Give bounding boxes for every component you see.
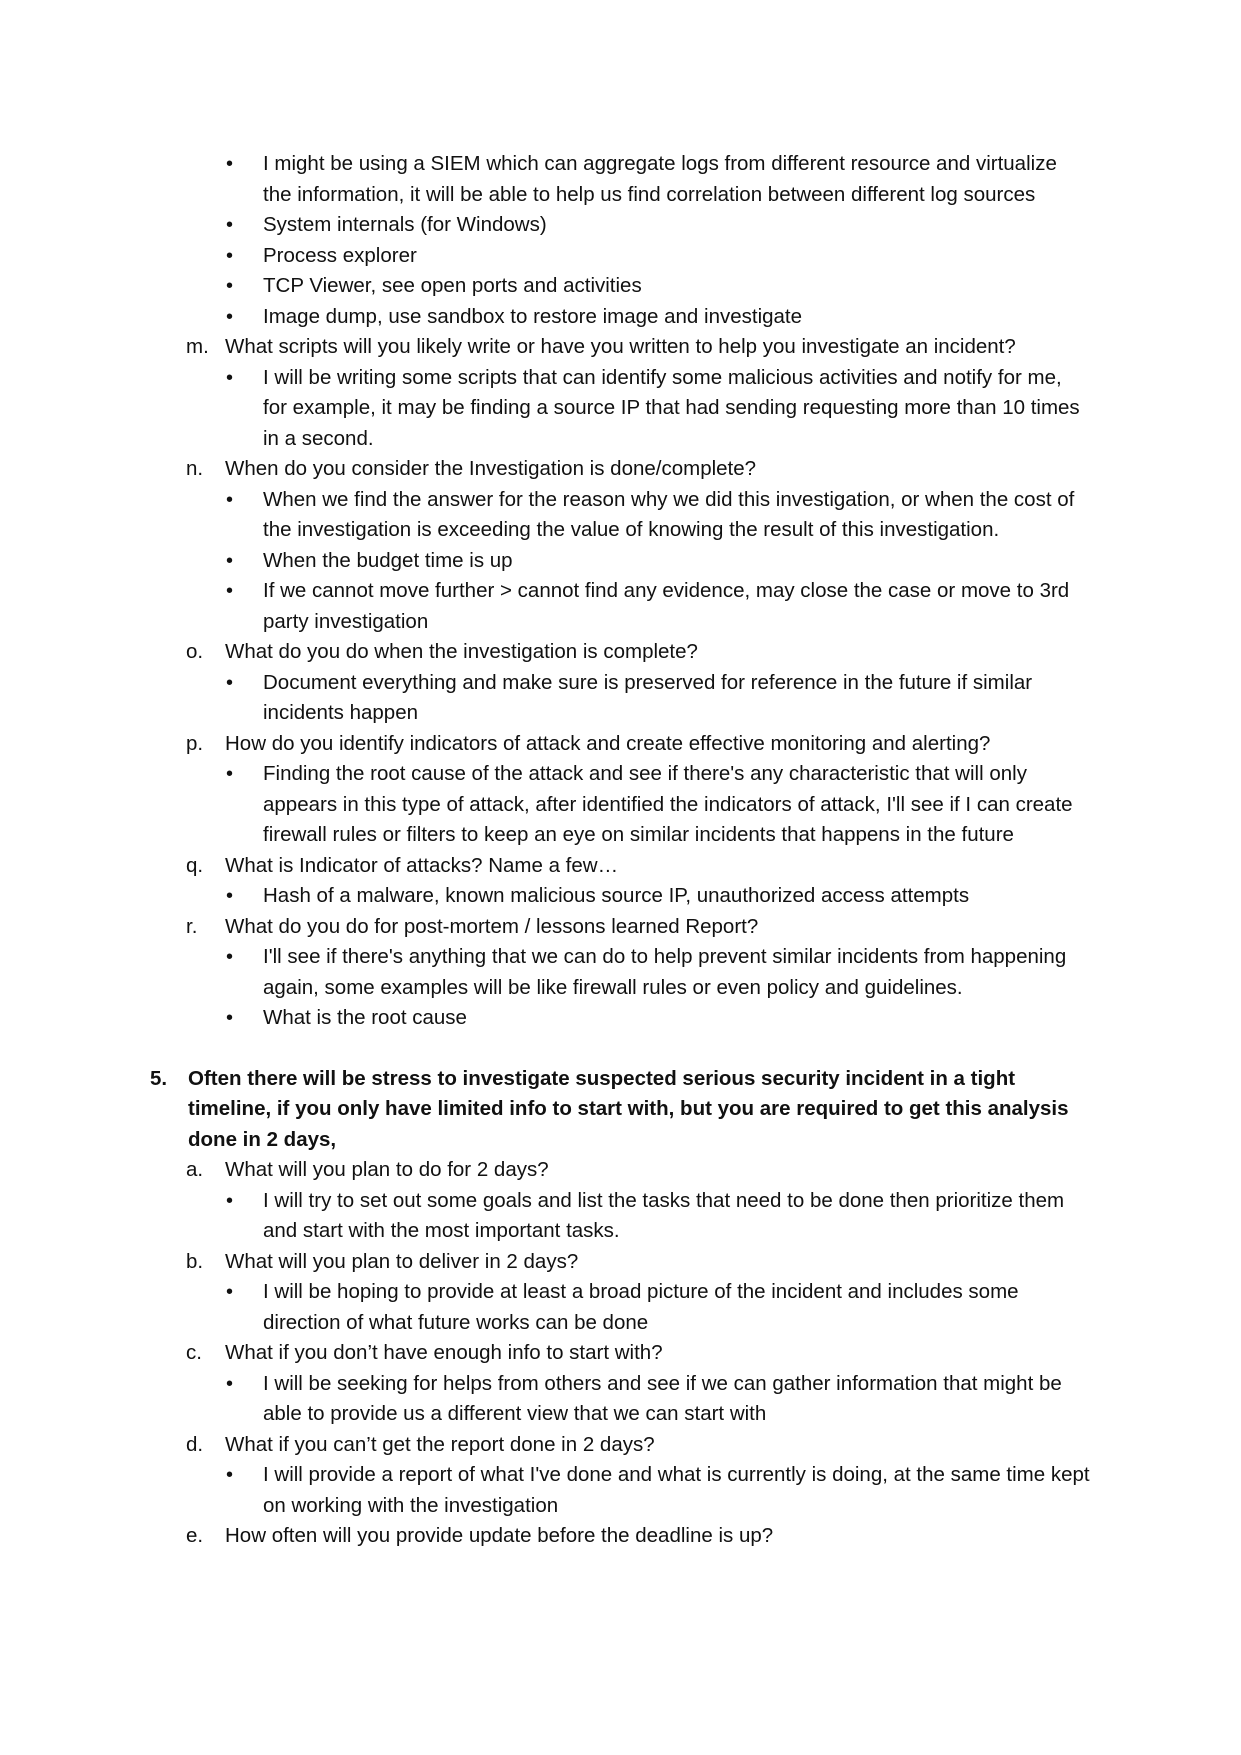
list-item bbox=[150, 576, 1090, 637]
list-item bbox=[150, 759, 1090, 851]
question-text: What do you do for post-mortem / lessons learned Report? bbox=[225, 914, 759, 938]
bullet-text: When the budget time is up bbox=[263, 548, 513, 572]
bullet-icon: • bbox=[226, 763, 234, 785]
list-item bbox=[150, 942, 1090, 1003]
bullet-icon: • bbox=[226, 1464, 234, 1486]
bullet-icon: • bbox=[226, 275, 234, 297]
question-label: r. bbox=[186, 914, 198, 938]
question-text: How often will you provide update before the deadline is up? bbox=[225, 1524, 774, 1547]
question-text: How do you identify indicators of attack and create effective monitoring and alerting? bbox=[225, 731, 991, 755]
bullet-text: I will be writing some scripts that can identify some malicious activities and notify for me, for example, it may be finding a source IP that had sending requesting more than 10 times in a second. bbox=[263, 365, 1080, 450]
question-text: When do you consider the Investigation is done/complete? bbox=[225, 457, 757, 480]
bullet-text: I will be seeking for helps from others and see if we can gather information that might be able to provide us a different view that we can start with bbox=[263, 1371, 1062, 1425]
bullet-icon: • bbox=[226, 1281, 234, 1303]
bullet-icon: • bbox=[226, 1189, 234, 1212]
question-o bbox=[150, 637, 1090, 668]
question-n bbox=[150, 454, 1090, 485]
section-heading bbox=[150, 1064, 1090, 1156]
document-body bbox=[150, 149, 1090, 1552]
bullet-icon: • bbox=[226, 549, 234, 572]
bullet-icon: • bbox=[226, 885, 234, 907]
bullet-icon: • bbox=[226, 671, 234, 694]
bullet-text: Finding the root cause of the attack and see if there's any characteristic that will only appears in this type of attack, after identified the indicators of attack, I'll see if I can create firewall rules or filters to keep an eye on similar incidents that happens in the future bbox=[263, 762, 1073, 846]
bullet-text: When we find the answer for the reason why we did this investigation, or when the cost of the investigation is exceeding the value of knowing the result of this investigation. bbox=[263, 487, 1075, 541]
bullet-text: Image dump, use sandbox to restore image and investigate bbox=[263, 304, 803, 328]
bullet-text: I will try to set out some goals and list the tasks that need to be done then prioritize them and start with the most important tasks. bbox=[263, 1188, 1065, 1242]
question-text: What is Indicator of attacks? Name a few… bbox=[225, 853, 619, 877]
bullet-icon: • bbox=[226, 580, 234, 602]
list-item bbox=[150, 881, 1090, 912]
bullet-icon: • bbox=[226, 305, 234, 328]
question-q bbox=[150, 851, 1090, 882]
question-r bbox=[150, 912, 1090, 943]
question-label: m. bbox=[186, 335, 209, 358]
question-label: n. bbox=[186, 457, 204, 480]
list-item bbox=[150, 1003, 1090, 1034]
question-label: a. bbox=[186, 1158, 204, 1181]
bullet-icon: • bbox=[226, 488, 234, 511]
bullet-text: Process explorer bbox=[263, 243, 417, 267]
list-item bbox=[150, 668, 1090, 729]
list-item bbox=[150, 1460, 1090, 1521]
question-d bbox=[150, 1430, 1090, 1461]
list-item bbox=[150, 1369, 1090, 1430]
list-item bbox=[150, 546, 1090, 577]
question-text: What if you can’t get the report done in 2 days? bbox=[225, 1432, 655, 1456]
question-text: What scripts will you likely write or have you written to help you investigate an incident? bbox=[225, 335, 1016, 358]
list-item bbox=[150, 241, 1090, 272]
question-label: o. bbox=[186, 640, 204, 663]
tools-bullet-list bbox=[150, 149, 1090, 332]
question-m bbox=[150, 332, 1090, 363]
bullet-icon: • bbox=[226, 366, 234, 389]
list-item bbox=[150, 271, 1090, 302]
bullet-icon: • bbox=[226, 153, 234, 175]
question-e bbox=[150, 1521, 1090, 1552]
question-text: What do you do when the investigation is complete? bbox=[225, 640, 698, 663]
bullet-text: I will provide a report of what I've done and what is currently is doing, at the same time kept on working with the investigation bbox=[263, 1463, 1090, 1517]
bullet-icon: • bbox=[226, 1007, 234, 1029]
bullet-text: TCP Viewer, see open ports and activities bbox=[263, 274, 642, 297]
question-text: What will you plan to deliver in 2 days? bbox=[225, 1249, 579, 1273]
bullet-icon: • bbox=[226, 244, 234, 267]
bullet-text: Document everything and make sure is preserved for reference in the future if similar incidents happen bbox=[263, 670, 1033, 724]
bullet-icon: • bbox=[226, 214, 234, 236]
question-b bbox=[150, 1247, 1090, 1278]
list-item bbox=[150, 1277, 1090, 1338]
list-item bbox=[150, 363, 1090, 455]
bullet-text: I might be using a SIEM which can aggregate logs from different resource and virtualize the information, it will be able to help us find correlation between different log sources bbox=[263, 152, 1057, 206]
question-label: e. bbox=[186, 1524, 204, 1547]
list-item bbox=[150, 485, 1090, 546]
list-item bbox=[150, 149, 1090, 210]
section-heading-text: Often there will be stress to investigate suspected serious security incident in a tight timeline, if you only have limited info to start with, but you are required to get this analysis done in 2 days, bbox=[188, 1066, 1069, 1151]
bullet-text: I will be hoping to provide at least a broad picture of the incident and includes some direction of what future works can be done bbox=[263, 1280, 1019, 1334]
question-label: d. bbox=[186, 1432, 204, 1456]
bullet-text: I'll see if there's anything that we can do to help prevent similar incidents from happening again, some examples will be like firewall rules or even policy and guidelines. bbox=[263, 945, 1067, 999]
section-number: 5. bbox=[150, 1066, 168, 1090]
list-item bbox=[150, 1186, 1090, 1247]
question-text: What if you don’t have enough info to start with? bbox=[225, 1341, 663, 1364]
question-p bbox=[150, 729, 1090, 760]
list-item bbox=[150, 302, 1090, 333]
list-item bbox=[150, 210, 1090, 241]
bullet-icon: • bbox=[226, 946, 234, 968]
bullet-text: What is the root cause bbox=[263, 1006, 467, 1029]
bullet-text: Hash of a malware, known malicious source IP, unauthorized access attempts bbox=[263, 884, 970, 907]
question-label: p. bbox=[186, 731, 204, 755]
bullet-text: If we cannot move further > cannot find any evidence, may close the case or move to 3rd party investigation bbox=[263, 579, 1070, 633]
bullet-icon: • bbox=[226, 1372, 234, 1395]
question-a bbox=[150, 1155, 1090, 1186]
question-label: c. bbox=[186, 1341, 202, 1364]
question-text: What will you plan to do for 2 days? bbox=[225, 1158, 549, 1181]
question-c bbox=[150, 1338, 1090, 1369]
bullet-text: System internals (for Windows) bbox=[263, 213, 547, 236]
question-label: b. bbox=[186, 1249, 204, 1273]
question-label: q. bbox=[186, 853, 204, 877]
